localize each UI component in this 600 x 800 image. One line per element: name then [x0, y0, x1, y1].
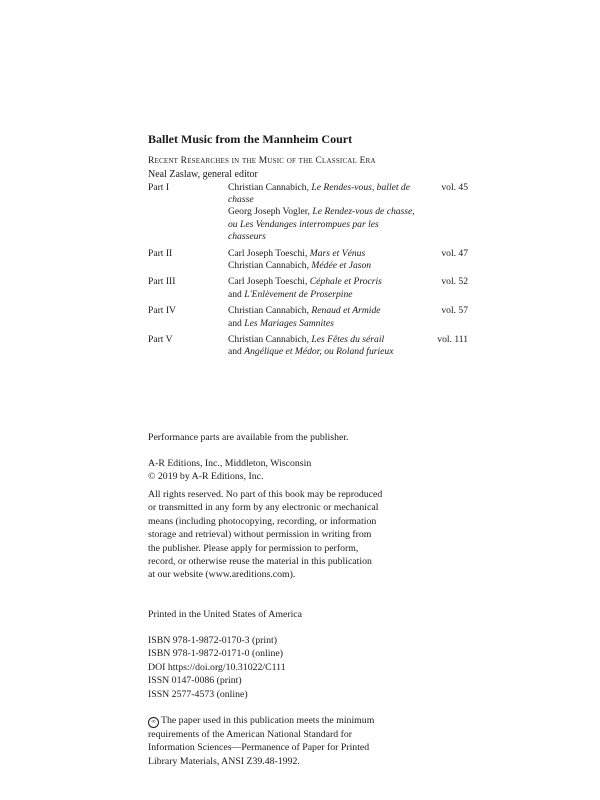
rights-line: or transmitted in any form by any electronic or mechanical: [148, 502, 379, 514]
rights-line: All rights reserved. No part of this book may be reproduced: [148, 489, 383, 500]
work-title: Renaud et Armide: [311, 305, 381, 317]
doi: DOI https://doi.org/10.31022/C111: [148, 661, 286, 673]
composer-text: Georg Joseph Vogler,: [228, 206, 313, 218]
work-title: Médée et Jason: [311, 259, 372, 271]
paper-line: Information Sciences—Permanence of Paper for Printed: [148, 742, 370, 754]
composer-text: Christian Cannabich,: [228, 259, 312, 271]
work-line: [228, 318, 416, 330]
identifiers: [148, 634, 286, 701]
work-line: [228, 182, 416, 206]
part-label: Part V: [148, 334, 173, 346]
performance-note: Performance parts are available from the publisher.: [148, 432, 349, 443]
composer-text: and: [228, 346, 245, 358]
paper-line: requirements of the American National Standard for: [148, 729, 353, 740]
publisher-line: A-R Editions, Inc., Middleton, Wisconsin: [148, 458, 312, 469]
paper-note: [148, 714, 374, 768]
publisher-info: [148, 457, 311, 484]
part-works: [228, 182, 416, 243]
work-line: [228, 305, 416, 317]
work-line: [228, 260, 416, 272]
work-title: Les Mariages Samnites: [244, 317, 334, 329]
composer-text: and: [228, 317, 245, 329]
general-editor: Neal Zaslaw, general editor: [148, 169, 258, 180]
composer-text: Carl Joseph Toeschi,: [228, 276, 310, 288]
composer-text: Christian Cannabich,: [228, 305, 312, 317]
work-line: [228, 276, 416, 288]
work-line: [228, 289, 416, 301]
composer-text: Christian Cannabich,: [228, 334, 312, 346]
part-label: Part II: [148, 247, 173, 259]
volume-number: vol. 45: [441, 182, 468, 193]
part-entry: [148, 248, 468, 272]
work-line: [228, 206, 416, 218]
volume-number: vol. 52: [441, 276, 468, 288]
rights-statement: [148, 488, 382, 582]
recycled-paper-icon: ∞: [148, 717, 159, 728]
part-works: [228, 305, 416, 329]
composer-text: Carl Joseph Toeschi,: [228, 247, 310, 259]
work-title: Les Fêtes du sérail: [311, 334, 385, 346]
work-title: Le Rendes-vous, ballet de chasse: [228, 182, 410, 206]
work-line: [228, 248, 416, 260]
work-line: [228, 346, 416, 358]
volume-number: vol. 47: [441, 247, 468, 259]
paper-line: Library Materials, ANSI Z39.48-1992.: [148, 755, 300, 767]
part-label: Part III: [148, 276, 176, 288]
rights-line: at our website (www.areditions.com).: [148, 569, 296, 581]
part-entry: [148, 305, 468, 329]
printed-in: Printed in the United States of America: [148, 609, 302, 620]
paper-line: The paper used in this publication meets the minimum: [161, 715, 375, 726]
work-line: [228, 219, 416, 243]
rights-line: storage and retrieval) without permission in writing from: [148, 529, 372, 541]
parts-list: [148, 182, 468, 363]
work-title: Le Rendez-vous de chasse,: [312, 206, 415, 218]
composer-text: Christian Cannabich,: [228, 182, 312, 193]
rights-line: means (including photocopying, recording, or information: [148, 515, 377, 527]
series-title: Recent Researches in the Music of the Classical Era: [148, 156, 376, 166]
part-entry: [148, 276, 468, 300]
rights-line: record, or otherwise reuse the material in this publication: [148, 556, 372, 568]
part-label: Part I: [148, 182, 170, 193]
volume-number: vol. 111: [437, 334, 468, 346]
book-title: Ballet Music from the Mannheim Court: [148, 132, 353, 146]
part-works: [228, 334, 416, 358]
isbn-online: ISBN 978-1-9872-0171-0 (online): [148, 648, 283, 660]
work-line: [228, 334, 416, 346]
part-entry: [148, 182, 468, 243]
copyright-line: © 2019 by A-R Editions, Inc.: [148, 471, 264, 483]
volume-number: vol. 57: [441, 305, 468, 317]
part-works: [228, 276, 416, 300]
issn-print: ISSN 0147-0086 (print): [148, 675, 242, 687]
part-works: [228, 248, 416, 272]
composer-text: and: [228, 288, 245, 300]
work-title: Céphale et Procris: [309, 276, 382, 288]
part-label: Part IV: [148, 305, 176, 317]
part-entry: [148, 334, 468, 358]
work-title: Angélique et Médor, ou Roland furieux: [244, 346, 394, 358]
work-title: L'Enlèvement de Proserpine: [244, 288, 353, 300]
isbn-print: ISBN 978-1-9872-0170-3 (print): [148, 635, 277, 646]
work-title: Mars et Vénus: [309, 247, 366, 259]
issn-online: ISSN 2577-4573 (online): [148, 688, 248, 700]
rights-line: the publisher. Please apply for permission to perform,: [148, 542, 359, 554]
work-title: ou Les Vendanges interrompues par les chasseurs: [228, 218, 379, 242]
